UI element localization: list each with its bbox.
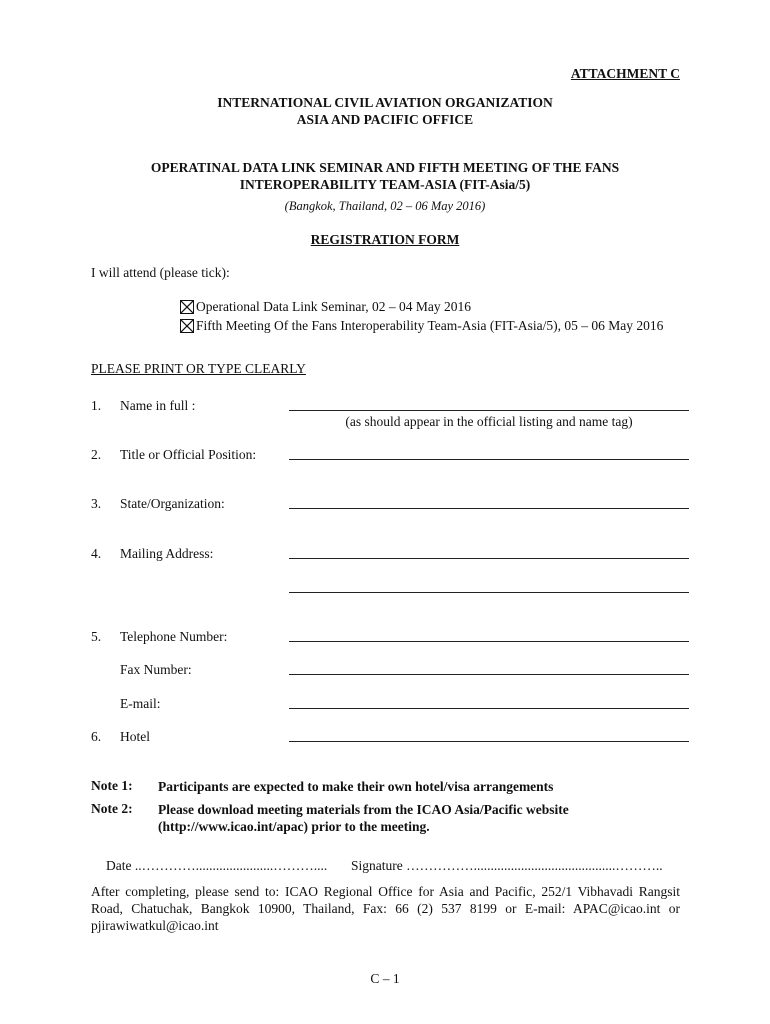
note1-label: Note 1:	[91, 778, 133, 793]
meeting-option-label: Fifth Meeting Of the Fans Interoperability Team-Asia (FIT-Asia/5), 05 – 06 May 2016	[196, 318, 664, 333]
field-number: 5.	[91, 629, 102, 644]
form-title: REGISTRATION FORM	[310, 232, 460, 247]
seminar-option-label: Operational Data Link Seminar, 02 – 04 May 2016	[196, 299, 472, 314]
hotel-field[interactable]	[289, 741, 689, 742]
note2-label: Note 2:	[91, 801, 133, 816]
signature-field[interactable]: Signature ……………..........................................………..	[351, 858, 663, 873]
field-number: 3.	[91, 496, 102, 511]
state-label: State/Organization:	[120, 496, 225, 511]
attend-prompt: I will attend (please tick):	[91, 265, 230, 280]
send-to-instructions: After completing, please send to: ICAO Regional Office for Asia and Pacific, 252/1 Vibhavadi Rangsit Road, Chatuchak, Bangkok 10900, Thailand, Fax: 66 (2) 537 8199 or E-mail: APAC@icao.int or pjirawiwatkul@icao.int	[91, 884, 680, 933]
field-number: 4.	[91, 546, 102, 561]
name-field[interactable]	[289, 410, 689, 411]
fax-label: Fax Number:	[120, 662, 192, 677]
address-label: Mailing Address:	[120, 546, 214, 561]
email-field[interactable]	[289, 708, 689, 709]
org-name: INTERNATIONAL CIVIL AVIATION ORGANIZATION	[217, 95, 553, 110]
field-number: 2.	[91, 447, 102, 462]
address-field-line1[interactable]	[289, 558, 689, 559]
org-office: ASIA AND PACIFIC OFFICE	[296, 112, 474, 127]
check-x-icon	[181, 301, 193, 313]
name-label: Name in full :	[120, 398, 196, 413]
seminar-checkbox[interactable]	[180, 300, 194, 314]
address-field-line2[interactable]	[289, 592, 689, 593]
note2-text: Please download meeting materials from the ICAO Asia/Pacific website	[158, 802, 569, 817]
page-number: C – 1	[370, 971, 400, 986]
title-field[interactable]	[289, 459, 689, 460]
meeting-title-line1: OPERATINAL DATA LINK SEMINAR AND FIFTH MEETING OF THE FANS	[150, 160, 620, 175]
check-x-icon	[181, 320, 193, 332]
telephone-field[interactable]	[289, 641, 689, 642]
meeting-title-line2: INTEROPERABILITY TEAM-ASIA (FIT-Asia/5)	[239, 177, 531, 192]
attachment-label: ATTACHMENT C	[570, 66, 680, 81]
name-hint: (as should appear in the official listing and name tag)	[345, 414, 633, 429]
field-number: 1.	[91, 398, 102, 413]
print-notice: PLEASE PRINT OR TYPE CLEARLY	[91, 361, 306, 376]
field-number: 6.	[91, 729, 102, 744]
hotel-label: Hotel	[120, 729, 150, 744]
meeting-checkbox[interactable]	[180, 319, 194, 333]
date-field[interactable]: Date ..………….......................………....	[106, 858, 328, 873]
note2-text-cont: (http://www.icao.int/apac) prior to the meeting.	[158, 819, 430, 834]
state-field[interactable]	[289, 508, 689, 509]
meeting-place: (Bangkok, Thailand, 02 – 06 May 2016)	[284, 199, 486, 213]
note1-text: Participants are expected to make their own hotel/visa arrangements	[158, 779, 554, 794]
email-label: E-mail:	[120, 696, 161, 711]
fax-field[interactable]	[289, 674, 689, 675]
title-label: Title or Official Position:	[120, 447, 257, 462]
telephone-label: Telephone Number:	[120, 629, 228, 644]
